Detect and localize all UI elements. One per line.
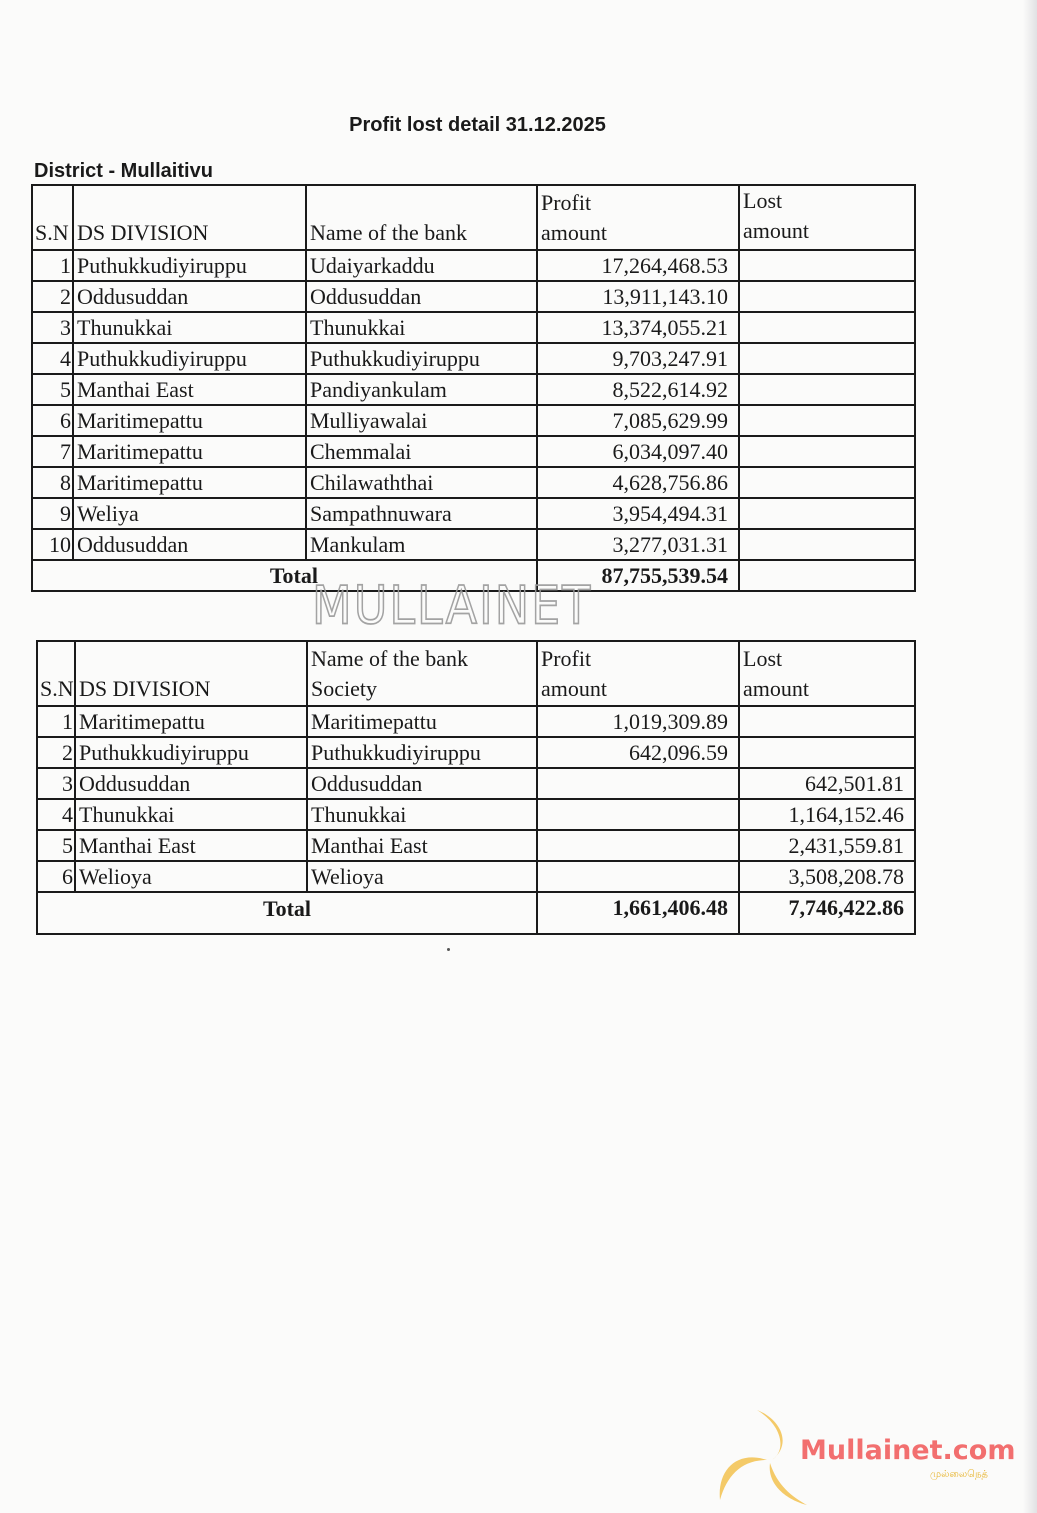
table-row <box>32 281 915 312</box>
header-lost-line2: amount <box>743 218 809 243</box>
header-sn: S.N <box>37 641 75 706</box>
cell-bank-name: Thunukkai <box>306 312 537 343</box>
cell-lost <box>739 374 915 405</box>
cell-profit <box>537 799 739 830</box>
cell-bank-name: Manthai East <box>307 830 537 861</box>
cell-bank-name: Mulliyawalai <box>306 405 537 436</box>
cell-ds-division: Thunukkai <box>75 799 307 830</box>
scan-speck <box>447 948 450 951</box>
cell-sn: 2 <box>37 737 75 768</box>
table-row <box>37 830 915 861</box>
mullainet-logo <box>712 1405 1032 1510</box>
cell-lost <box>739 343 915 374</box>
cell-bank-name: Mankulam <box>306 529 537 560</box>
cell-profit: 3,954,494.31 <box>537 498 739 529</box>
header-bank-line2: Society <box>311 676 377 701</box>
header-profit-line1: Profit <box>541 646 592 671</box>
cell-ds-division: Maritimepattu <box>73 436 306 467</box>
table-row <box>32 374 915 405</box>
cell-ds-division: Maritimepattu <box>73 467 306 498</box>
cell-profit: 6,034,097.40 <box>537 436 739 467</box>
cell-sn: 1 <box>32 250 73 281</box>
cell-lost <box>739 436 915 467</box>
cell-sn: 8 <box>32 467 73 498</box>
cell-ds-division: Puthukkudiyiruppu <box>75 737 307 768</box>
cell-ds-division: Oddusuddan <box>73 281 306 312</box>
cell-sn: 5 <box>37 830 75 861</box>
cell-ds-division: Puthukkudiyiruppu <box>73 250 306 281</box>
cell-bank-name: Chemmalai <box>306 436 537 467</box>
cell-sn: 10 <box>32 529 73 560</box>
cell-profit: 13,911,143.10 <box>537 281 739 312</box>
header-lost-line2: amount <box>743 676 809 701</box>
cell-profit: 13,374,055.21 <box>537 312 739 343</box>
cell-lost: 642,501.81 <box>739 768 915 799</box>
table-row <box>32 436 915 467</box>
table-row <box>32 250 915 281</box>
cell-lost <box>739 529 915 560</box>
cell-bank-name: Oddusuddan <box>307 768 537 799</box>
cell-ds-division: Welioya <box>75 861 307 892</box>
cell-lost <box>739 405 915 436</box>
table-row <box>32 529 915 560</box>
table-row <box>37 737 915 768</box>
cell-lost: 2,431,559.81 <box>739 830 915 861</box>
cell-sn: 9 <box>32 498 73 529</box>
cell-sn: 2 <box>32 281 73 312</box>
cell-bank-name: Thunukkai <box>307 799 537 830</box>
total-label: Total <box>37 892 537 934</box>
cell-sn: 1 <box>37 706 75 737</box>
table-header-row <box>37 641 915 706</box>
cell-lost: 1,164,152.46 <box>739 799 915 830</box>
cell-ds-division: Manthai East <box>75 830 307 861</box>
watermark-text: MULLAINET <box>312 573 593 637</box>
cell-profit: 3,277,031.31 <box>537 529 739 560</box>
cell-sn: 6 <box>32 405 73 436</box>
cell-bank-name: Sampathnuwara <box>306 498 537 529</box>
cell-sn: 7 <box>32 436 73 467</box>
table-row <box>32 343 915 374</box>
header-profit-line1: Profit <box>541 190 592 215</box>
total-lost: 7,746,422.86 <box>739 892 915 934</box>
cell-profit <box>537 768 739 799</box>
header-lost-line1: Lost <box>743 188 783 213</box>
table-row <box>32 405 915 436</box>
header-lost-amount <box>739 641 915 706</box>
cell-profit: 9,703,247.91 <box>537 343 739 374</box>
header-profit-amount <box>537 641 739 706</box>
header-lost-amount <box>739 185 915 250</box>
cell-lost: 3,508,208.78 <box>739 861 915 892</box>
page-edge-shadow <box>1023 0 1037 1513</box>
header-profit-line2: amount <box>541 220 607 245</box>
cell-sn: 3 <box>37 768 75 799</box>
cell-lost <box>739 250 915 281</box>
logo-subtext: முல்லைநெத் <box>930 1469 988 1480</box>
table-row <box>37 706 915 737</box>
header-lost-line1: Lost <box>743 646 783 671</box>
district-label: District - Mullaitivu <box>34 160 213 182</box>
cell-bank-name: Pandiyankulam <box>306 374 537 405</box>
cell-sn: 4 <box>32 343 73 374</box>
document-title: Profit lost detail 31.12.2025 <box>349 114 606 136</box>
cell-lost <box>739 498 915 529</box>
cell-ds-division: Maritimepattu <box>75 706 307 737</box>
cell-sn: 6 <box>37 861 75 892</box>
cell-ds-division: Puthukkudiyiruppu <box>73 343 306 374</box>
total-profit: 87,755,539.54 <box>537 560 739 591</box>
cell-lost <box>739 281 915 312</box>
cell-profit: 1,019,309.89 <box>537 706 739 737</box>
cell-bank-name: Oddusuddan <box>306 281 537 312</box>
table-row <box>37 768 915 799</box>
table-header-row <box>32 185 915 250</box>
total-profit: 1,661,406.48 <box>537 892 739 934</box>
cell-profit: 4,628,756.86 <box>537 467 739 498</box>
header-bank-line1: Name of the bank <box>311 646 468 671</box>
cell-bank-name: Puthukkudiyiruppu <box>306 343 537 374</box>
table-row <box>32 467 915 498</box>
cell-lost <box>739 312 915 343</box>
table-row <box>32 498 915 529</box>
cell-profit: 642,096.59 <box>537 737 739 768</box>
header-profit-amount <box>537 185 739 250</box>
cell-bank-name: Chilawaththai <box>306 467 537 498</box>
total-lost <box>739 560 915 591</box>
cell-ds-division: Maritimepattu <box>73 405 306 436</box>
table-row <box>37 861 915 892</box>
cell-profit <box>537 830 739 861</box>
cell-bank-name: Welioya <box>307 861 537 892</box>
total-label: Total <box>32 560 537 591</box>
cell-ds-division: Weliya <box>73 498 306 529</box>
table-row <box>37 799 915 830</box>
cell-bank-name: Puthukkudiyiruppu <box>307 737 537 768</box>
header-ds-division: DS DIVISION <box>73 185 306 250</box>
logo-text: Mullainet.com <box>800 1435 1016 1466</box>
header-bank-name <box>307 641 537 706</box>
cell-ds-division: Oddusuddan <box>75 768 307 799</box>
cell-bank-name: Maritimepattu <box>307 706 537 737</box>
society-profit-loss-table <box>36 640 916 935</box>
header-sn: S.N <box>32 185 73 250</box>
cell-sn: 3 <box>32 312 73 343</box>
bank-profit-loss-table <box>31 184 916 592</box>
cell-profit <box>537 861 739 892</box>
cell-sn: 4 <box>37 799 75 830</box>
cell-bank-name: Udaiyarkaddu <box>306 250 537 281</box>
table-row <box>32 312 915 343</box>
cell-sn: 5 <box>32 374 73 405</box>
header-bank-name: Name of the bank <box>306 185 537 250</box>
header-ds-division: DS DIVISION <box>75 641 307 706</box>
cell-lost <box>739 706 915 737</box>
header-profit-line2: amount <box>541 676 607 701</box>
cell-lost <box>739 467 915 498</box>
cell-ds-division: Thunukkai <box>73 312 306 343</box>
cell-profit: 17,264,468.53 <box>537 250 739 281</box>
cell-ds-division: Oddusuddan <box>73 529 306 560</box>
cell-lost <box>739 737 915 768</box>
cell-profit: 8,522,614.92 <box>537 374 739 405</box>
cell-ds-division: Manthai East <box>73 374 306 405</box>
cell-profit: 7,085,629.99 <box>537 405 739 436</box>
total-row <box>37 892 915 934</box>
